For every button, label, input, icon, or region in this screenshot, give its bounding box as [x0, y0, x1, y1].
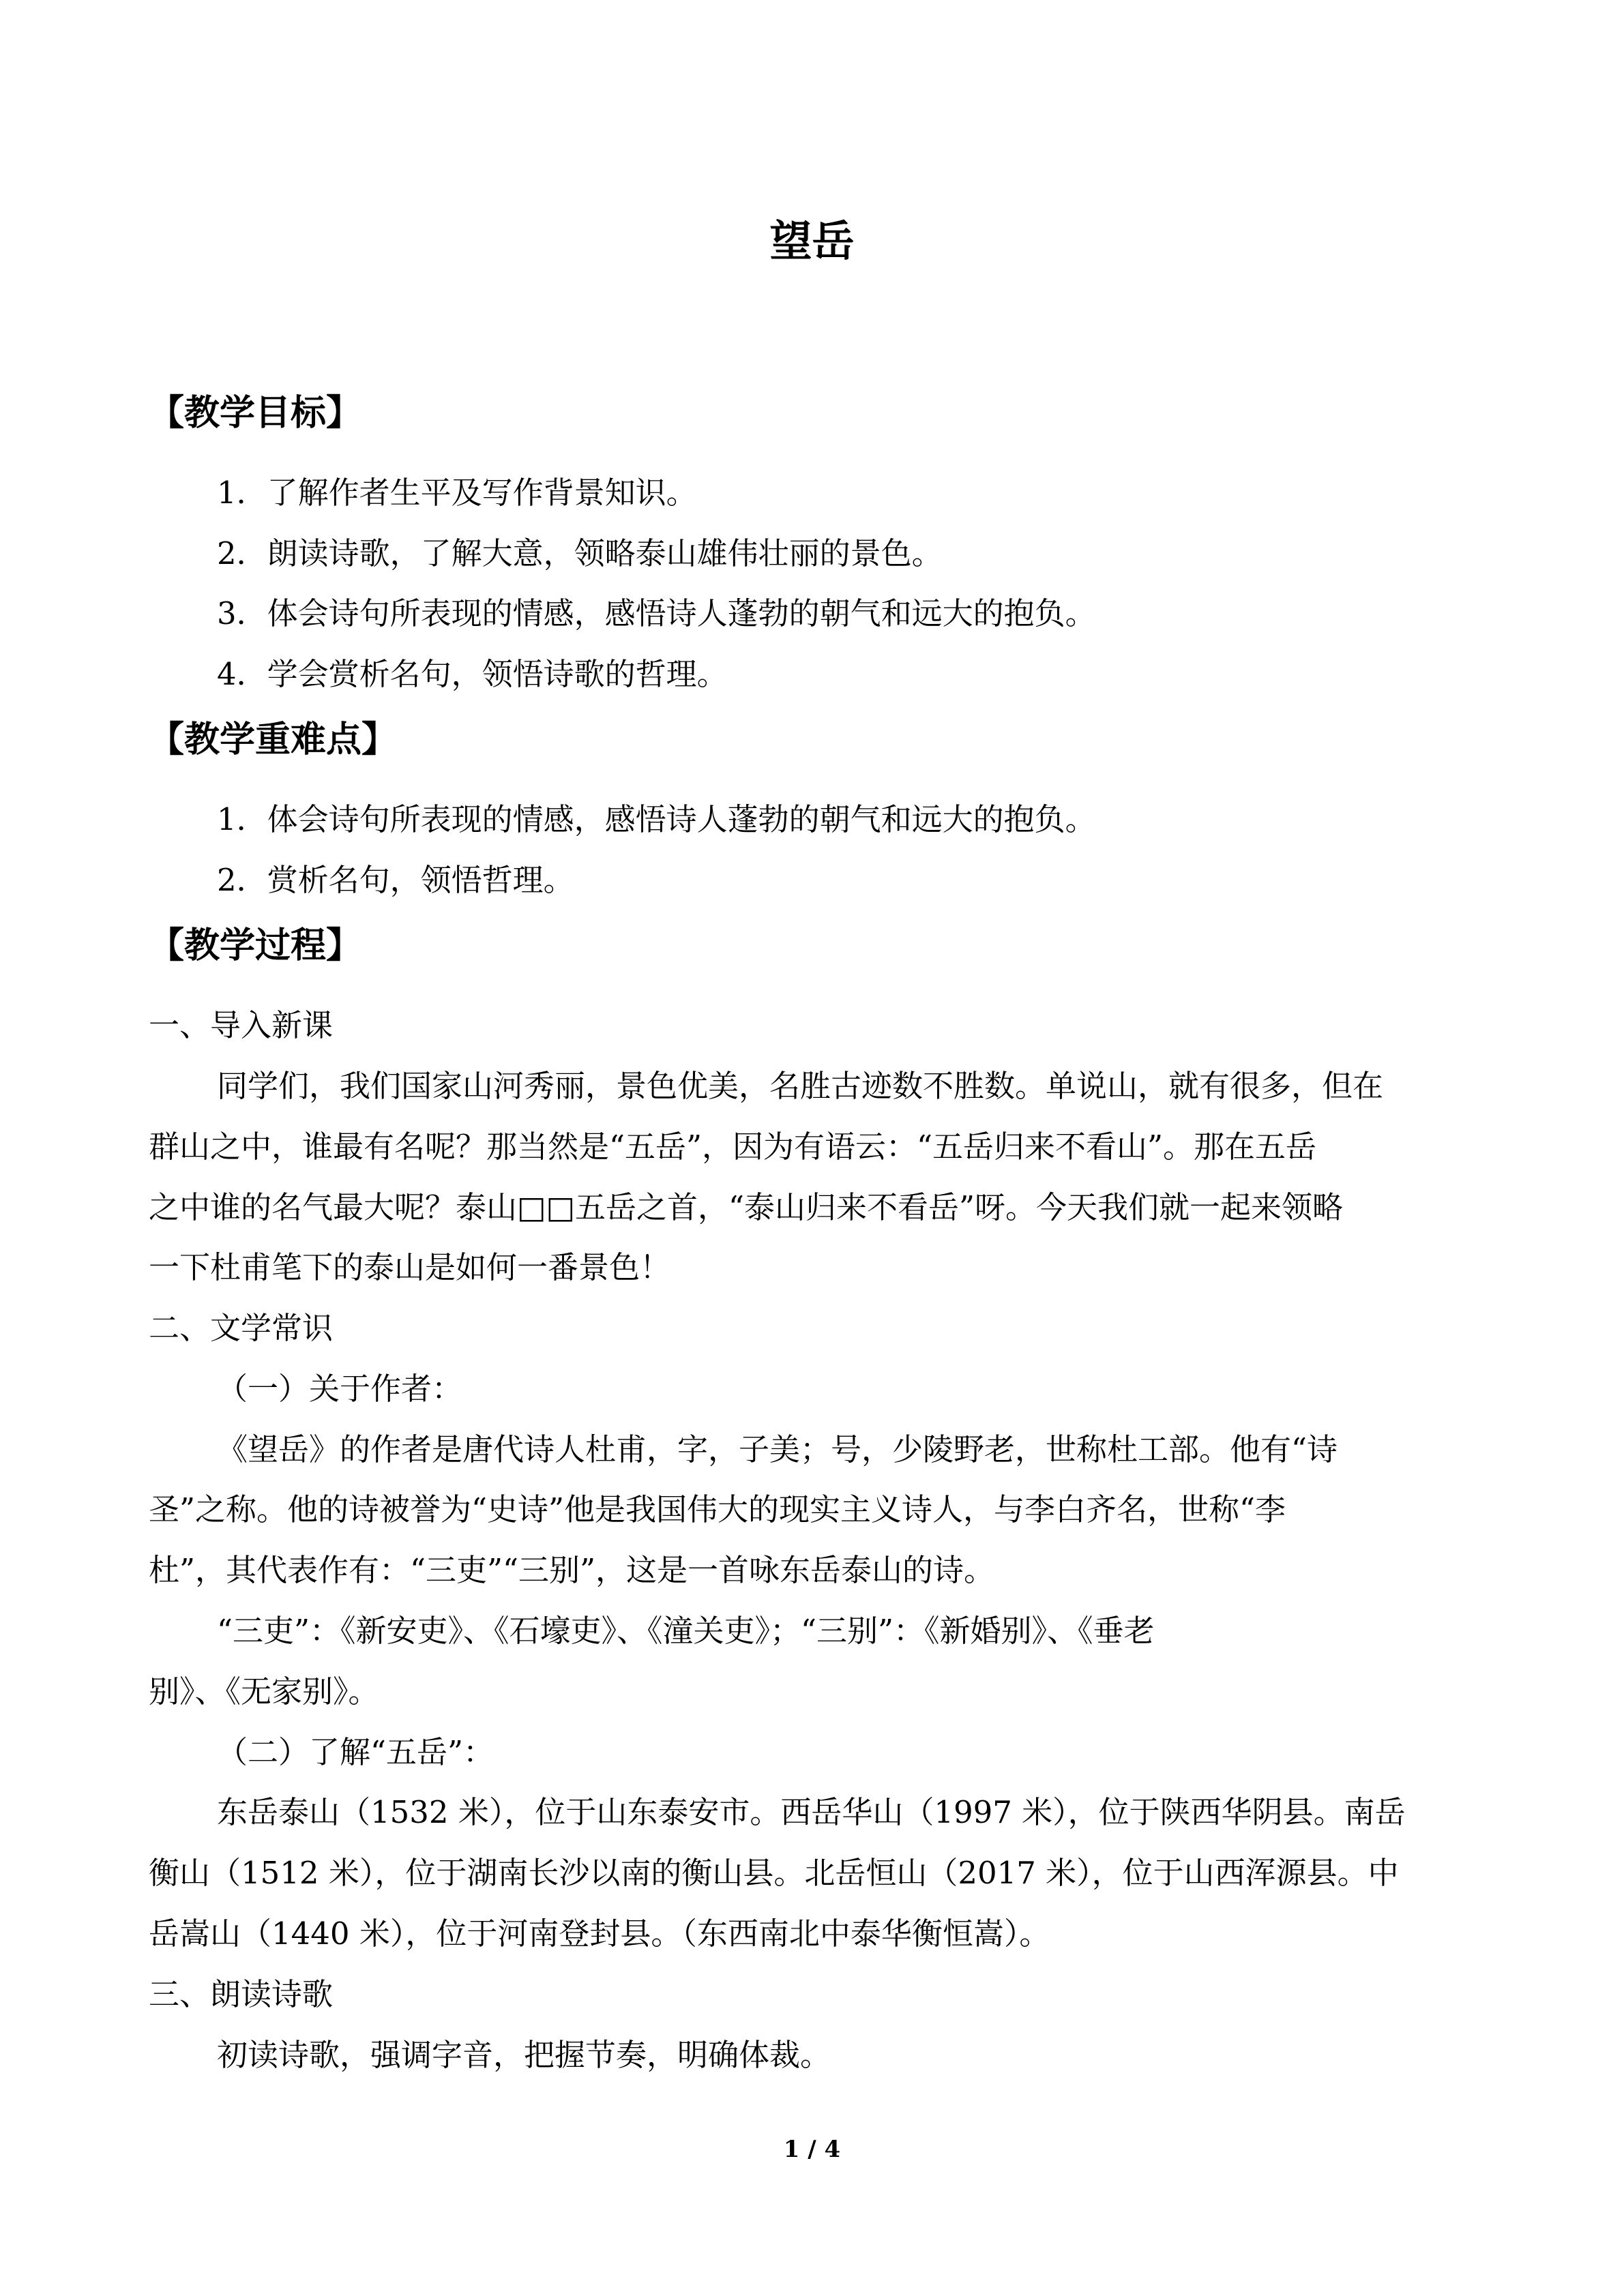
goal-item-3: 3．体会诗句所表现的情感，感悟诗人蓬勃的朝气和远大的抱负。 — [217, 595, 1096, 631]
subsection-author: （一）关于作者： — [217, 1371, 463, 1407]
goal-item-4: 4．学会赏析名句，领悟诗歌的哲理。 — [217, 656, 728, 692]
paragraph-line: 同学们，我们国家山河秀丽，景色优美，名胜古迹数不胜数。单说山，就有很多，但在 — [217, 1068, 1384, 1104]
key-points-heading: 【教学重难点】 — [149, 719, 398, 760]
key-point-item-2: 2．赏析名句，领悟哲理。 — [217, 862, 574, 898]
paragraph-line: 圣”之称。他的诗被誉为“史诗”他是我国伟大的现实主义诗人，与李白齐名，世称“李 — [149, 1491, 1286, 1527]
paragraph-line: 杜”，其代表作有：“三吏”“三别”，这是一首咏东岳泰山的诗。 — [149, 1552, 995, 1588]
key-point-item-1: 1．体会诗句所表现的情感，感悟诗人蓬勃的朝气和远大的抱负。 — [217, 801, 1096, 837]
goals-heading: 【教学目标】 — [149, 393, 362, 434]
paragraph-line: 衡山（1512 米），位于湖南长沙以南的衡山县。北岳恒山（2017 米），位于山西浑源县。中 — [149, 1855, 1399, 1891]
document-title: 望岳 — [769, 216, 855, 266]
section-1-title: 一、导入新课 — [149, 1007, 334, 1043]
paragraph-line: 之中谁的名气最大呢？泰山□□五岳之首，“泰山归来不看岳”呀。今天我们就一起来领略 — [149, 1189, 1344, 1225]
subsection-five-mountains: （二）了解“五岳”： — [217, 1734, 494, 1770]
paragraph-line: 《望岳》的作者是唐代诗人杜甫，字，子美；号，少陵野老，世称杜工部。他有“诗 — [217, 1431, 1338, 1467]
process-heading: 【教学过程】 — [149, 925, 362, 966]
paragraph-line: 东岳泰山（1532 米），位于山东泰安市。西岳华山（1997 米），位于陕西华阴县。南岳 — [217, 1794, 1406, 1830]
paragraph-line: 群山之中，谁最有名呢？那当然是“五岳”，因为有语云：“五岳归来不看山”。那在五岳 — [149, 1129, 1317, 1165]
page-number: 1 / 4 — [783, 2136, 841, 2163]
goal-item-2: 2．朗读诗歌，了解大意，领略泰山雄伟壮丽的景色。 — [217, 535, 943, 571]
paragraph-line: 岳嵩山（1440 米），位于河南登封县。（东西南北中泰华衡恒嵩）。 — [149, 1915, 1050, 1952]
section-3-title: 三、朗读诗歌 — [149, 1976, 334, 2012]
paragraph-line: 初读诗歌，强调字音，把握节奏，明确体裁。 — [217, 2037, 831, 2073]
paragraph-line: “三吏”：《新安吏》、《石壕吏》、《潼关吏》；“三别”：《新婚别》、《垂老 — [217, 1613, 1155, 1649]
paragraph-line: 一下杜甫笔下的泰山是如何一番景色！ — [149, 1249, 671, 1285]
goal-item-1: 1．了解作者生平及写作背景知识。 — [217, 475, 697, 511]
section-2-title: 二、文学常识 — [149, 1310, 334, 1346]
paragraph-line: 别》、《无家别》。 — [149, 1673, 379, 1710]
